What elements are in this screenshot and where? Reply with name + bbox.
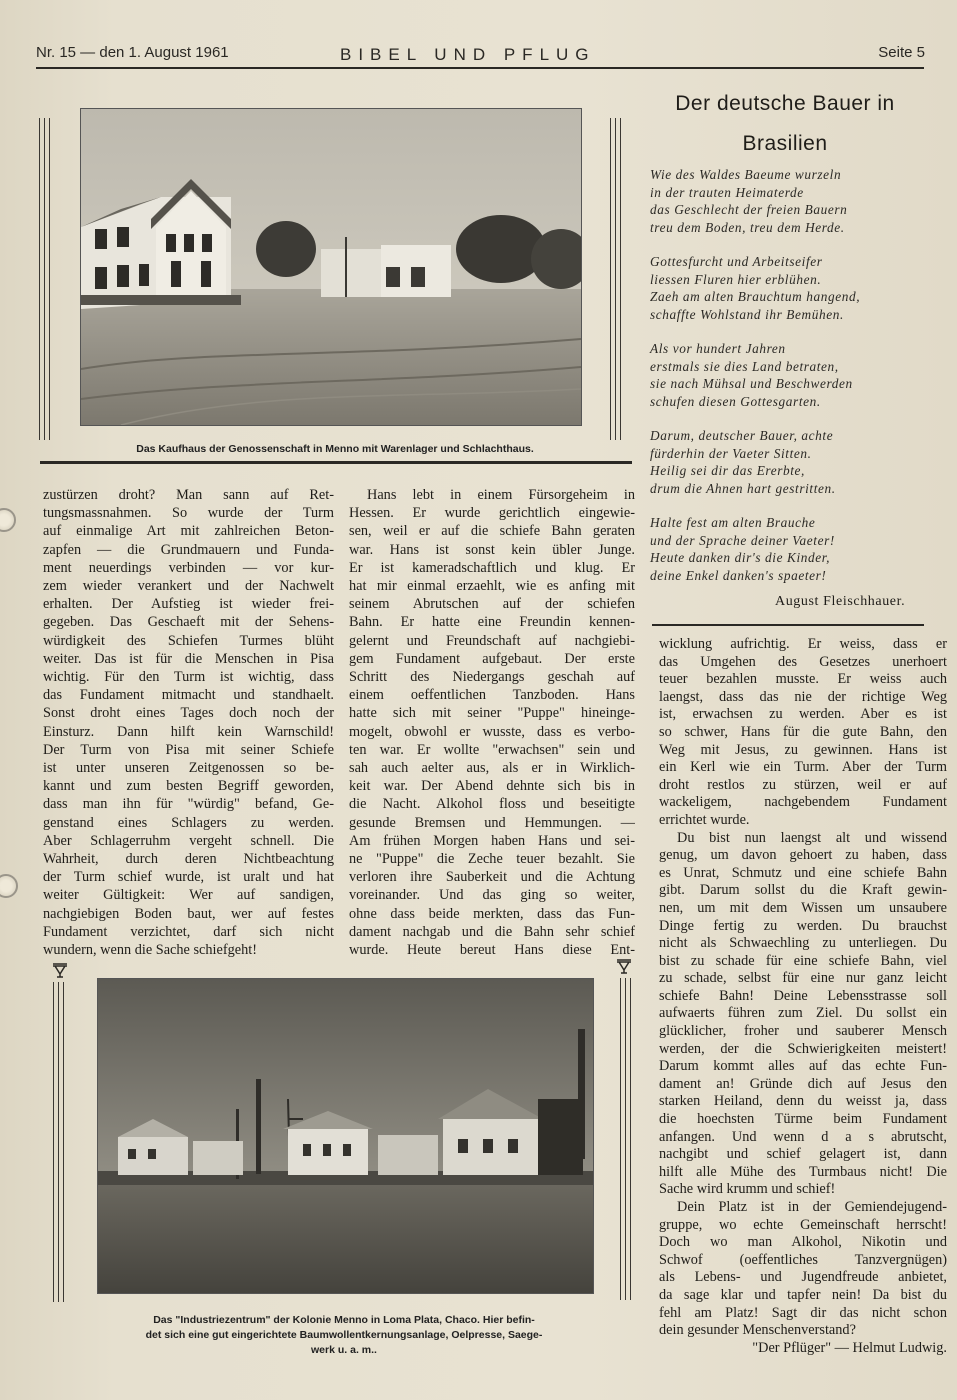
poem-rule (652, 624, 924, 626)
text-line: das Umgehen des Gesetzes unerhoert (659, 653, 947, 670)
poem-line: Als vor hundert Jahren (650, 341, 786, 356)
text-line: Weg mit Jesus, zu gewinnen. Hans ist (659, 741, 947, 758)
text-line: einem oeffentlichen Tanzboden. Hans (349, 687, 635, 704)
text-line: Der Turm von Pisa mit seiner Schiefe (43, 741, 334, 758)
text-line: wundern, wenn die Sache schiefgeht! (43, 942, 257, 959)
text-line: droht restlos zu stürzen, weil er auf (659, 776, 947, 793)
poem-line: treu dem Boden, treu dem Herde. (650, 219, 845, 235)
text-line: zu schade, selbst für eine nur ganz leicht (659, 970, 947, 987)
photo-industriezentrum (97, 978, 594, 1294)
text-line: genstand eines Schlagers zu werden. (43, 814, 334, 831)
text-line: Du bist nun laengst alt und wissend (677, 829, 947, 846)
text-line: Er ist kameradschaftlich und klug. Er (349, 559, 635, 576)
frame-line (610, 118, 611, 440)
text-line: Aber Schlagerruhm vergeht schnell. Die (43, 832, 334, 849)
text-line: erhalten. Der Aufstieg ist wieder frei- (43, 596, 334, 613)
text-line: Darum kommt alles auf das echte Fun- (659, 1058, 947, 1075)
text-line: ne "Puppe" die Zeche teuer bezahlt. Sie (349, 851, 635, 868)
text-line: Am frühen Morgen haben Hans und sei- (349, 832, 635, 849)
text-line: Sache wird krumm und schief! (659, 1181, 836, 1198)
text-line: laengst, dass das nie der richtige Weg (659, 688, 947, 705)
poem-line: sie nach Mühsal und Beschwerden (650, 376, 853, 391)
text-line: nen, um mit dem Wissen um unsaubere (659, 899, 947, 916)
text-line: Schritt des Niedergangs geschah auf (349, 669, 635, 686)
ornament-icon (616, 958, 632, 974)
caption-line: Das "Industriezentrum" der Kolonie Menno in Loma Plata, Chaco. Hier befin- (153, 1314, 535, 1326)
poem-stanza (650, 514, 920, 584)
text-line: gegeben. Das Geschaeft mit der Sehens- (43, 614, 334, 631)
text-line: auf einmalige Art mit zahlreichen Beton- (43, 523, 334, 540)
poem-line: fürderhin der Vaeter Sitten. (650, 445, 812, 461)
frame-line (39, 118, 40, 440)
page-number: Seite 5 (878, 44, 925, 61)
binder-hole (0, 508, 16, 532)
text-line: so schwer, Hans für die gute Bahn, den (659, 723, 947, 740)
text-line: würdigkeit des Schiefen Turmes blüht (43, 632, 334, 649)
column-2 (349, 486, 635, 959)
poem-line: drum die Ahnen hart gestritten. (650, 480, 836, 496)
text-line: weiter Gültigkeit: Wer auf sandigen, (43, 887, 334, 904)
text-line: mogelt, obwohl er wusste, dass es verbo- (349, 723, 635, 740)
text-line: Doch wo man Alkohol, Nikotin und (659, 1234, 947, 1251)
text-line: dament nachgab und die Bahn sehr schief (349, 923, 635, 940)
frame-line (630, 978, 631, 1300)
text-line: dament an! Gründe dich auf Jesus den (659, 1075, 947, 1092)
text-line: Hessen. Er wurde gerichtlich eingewie- (349, 505, 635, 522)
poem-line: Darum, deutscher Bauer, achte (650, 428, 834, 443)
poem-line: und der Sprache deiner Vaeter! (650, 532, 835, 548)
issue-date: Nr. 15 — den 1. August 1961 (36, 44, 229, 61)
text-line: dein gesunder Menschenverstand? (659, 1322, 856, 1339)
text-line: seinem Abrutschen auf der schiefen (349, 596, 635, 613)
text-line: nicht als Schwaechling zu unterliegen. Du (659, 935, 947, 952)
poem-stanza (650, 340, 920, 410)
text-line: wurde. Heute bereut Hans diese Ent- (349, 942, 635, 959)
text-line: hatte sich mit seiner "Puppe" hineinge- (349, 705, 635, 722)
frame-line (49, 118, 50, 440)
text-line: hat mir einmal erzaehlt, wie es anfing mit (349, 578, 635, 595)
text-line: glücklicher, froher und sauberer Mensch (659, 1023, 947, 1040)
text-line: "Der Pflüger" — Helmut Ludwig. (752, 1339, 947, 1356)
frame-line (63, 982, 64, 1302)
text-line: Sonst droht eines Tages doch noch der (43, 705, 334, 722)
text-line: gelernt und Freundschaft auf nachgiebi- (349, 632, 635, 649)
column-1 (43, 486, 334, 959)
poem-line: in der trauten Heimaterde (650, 184, 804, 200)
text-line: Fundament verzichtet, darf sich nicht (43, 923, 334, 940)
text-line: die Nacht. Alkohol floss und beseitigte (349, 796, 635, 813)
poem-title-line-2: Brasilien (742, 132, 828, 155)
poem-line: das Geschlecht der freien Bauern (650, 202, 848, 217)
frame-line (615, 118, 616, 440)
text-line: ment neuerdings verbinden — vor kur- (43, 559, 334, 576)
poem-title-line-1: Der deutsche Bauer in (675, 92, 895, 115)
text-line: ist unter unseren Zeitgenossen so be- (43, 760, 334, 777)
binder-hole (0, 874, 18, 898)
text-line: zapfen — die Grundmauern und Funda- (43, 541, 334, 558)
header-rule (36, 67, 924, 69)
poem-line: Heilig sei dir das Ererbte, (650, 463, 805, 478)
poem-line: Wie des Waldes Baeume wurzeln (650, 167, 842, 182)
text-line: gibt. Darum sollst du die Kraft gewin- (659, 882, 947, 899)
text-line: ist, erwachsen zu werden. Aber es ist (659, 706, 947, 723)
photo-kaufhaus (80, 108, 582, 426)
frame-line (620, 978, 621, 1300)
text-line: der Turm schief wurde, ist uralt und hat (43, 869, 334, 886)
poem-line: Heute danken dir's die Kinder, (650, 550, 831, 565)
text-line: voreinander. Und das ging so weiter, (349, 887, 635, 904)
text-line: genug, um davon gehoert zu haben, dass (659, 847, 947, 864)
poem-line: Gottesfurcht und Arbeitseifer (650, 254, 823, 269)
text-line: aufwaerts führen zum Ziel. Du sollst ein (659, 1005, 947, 1022)
text-line: bist zu schade für eine schiefe Bahn, viel (659, 952, 947, 969)
text-line: war. Hans ist sonst kein übler Junge. (349, 541, 635, 558)
poem-line: schufen diesen Gottesgarten. (650, 393, 821, 409)
text-line: Dinge fertig zu werden. Du brauchst (659, 917, 947, 934)
column-3 (659, 636, 947, 1357)
text-line: zustürzen droht? Man sann auf Ret- (43, 487, 334, 503)
text-line: als Lebens- und Jugendfreude anbietet, (659, 1269, 947, 1286)
caption-line: werk u. a. m.. (311, 1344, 377, 1356)
text-line: Einsturz. Dann hilft kein Warnschild! (43, 723, 334, 740)
text-line: Wahrheit, durch deren Nichtbeachtung (43, 851, 334, 868)
masthead: BIBEL UND PFLUG (340, 45, 596, 64)
section-rule (40, 461, 632, 464)
text-line: sen, weil er auf die schiefe Bahn geraten (349, 523, 635, 540)
text-line: gruppe, wo echte Gemeinschaft herrscht! (659, 1216, 947, 1233)
text-line: tungsmassnahmen. So wurde der Turm (43, 505, 334, 522)
ornament-icon (52, 962, 68, 978)
text-line: werden, der die Schwierigkeiten meistert! (659, 1040, 947, 1057)
text-line: da sage klar und tapfer nein! Da bist du (659, 1286, 947, 1303)
text-line: wichtig. Für den Turm ist wichtig, dass (43, 669, 334, 686)
text-line: starken Heiland, denn du weisst ja, dass (659, 1093, 947, 1110)
text-line: nachgiebigen Boden baut, wer auf festes (43, 905, 334, 922)
frame-line (53, 982, 54, 1302)
poem-line: Halte fest am alten Brauche (650, 515, 816, 530)
poem-line: liessen Fluren hier erblühen. (650, 271, 822, 287)
text-line: Bahn. Er hatte eine Freundin kennen- (349, 614, 635, 631)
text-line: wackeligem, nachgebendem Fundament (659, 794, 947, 811)
frame-line (44, 118, 45, 440)
poem-stanza (650, 427, 920, 497)
text-line: nachgibt und schief gelagert ist, dann (659, 1146, 947, 1163)
poem-line: erstmals sie dies Land betraten, (650, 358, 839, 374)
bottom-photo-caption (104, 1313, 584, 1358)
text-line: weiter. Das ist für die Menschen in Pisa (43, 650, 334, 667)
text-line: Dein Platz ist in der Gemiendejugend- (677, 1199, 947, 1215)
poem-line: deine Enkel danken's spaeter! (650, 567, 827, 583)
top-photo-caption: Das Kaufhaus der Genossenschaft in Menno mit Warenlager und Schlachthaus. (136, 443, 534, 455)
text-line: ohne dass beide merkten, dass das Fun- (349, 905, 635, 922)
text-line: ten war. Er wollte "erwachsen" sein und (349, 741, 635, 758)
frame-line (625, 978, 626, 1300)
text-line: kannt und zum besten Begriff geworden, (43, 778, 334, 795)
text-line: hilft alle Mühe des Turmbaus nicht! Die (659, 1163, 947, 1180)
poem-stanza (650, 166, 920, 236)
text-line: gem Fundament aufgebaut. Der erste (349, 650, 635, 667)
poem-line: schaffte Wohlstand ihr Bemühen. (650, 306, 844, 322)
text-line: schiefe Bahn! Deine Lebensstrasse soll (659, 987, 947, 1004)
text-line: gesunde Bremsen und Hemmungen. — (349, 814, 635, 831)
text-line: Schwof (oeffentliches Tanzvergnügen) (659, 1251, 947, 1268)
poem-line: Zaeh am alten Brauchtum hangend, (650, 289, 861, 304)
frame-line (58, 982, 59, 1302)
text-line: dass man ihn für "würdig" befand, Ge- (43, 796, 334, 813)
caption-line: det sich eine gut eingerichtete Baumwollentkernungsanlage, Oelpresse, Saege- (145, 1329, 543, 1341)
text-line: das Fundament mitmacht und standhaelt. (43, 687, 334, 704)
text-line: keit war. Der Abend dehnte sich bis in (349, 778, 635, 795)
text-line: anfangen. Und wenn d a s abrutscht, (659, 1128, 947, 1145)
text-line: Hans lebt in einem Fürsorgeheim in (367, 487, 635, 503)
text-line: ein Kerl wie ein Turm. Aber der Turm (659, 759, 947, 776)
text-line: errichtet wurde. (659, 811, 750, 828)
text-line: fehl am Platz! Sagt dir das nicht schon (659, 1304, 947, 1321)
text-line: sah auch aelter aus, als er in Wirklich- (349, 760, 635, 777)
poem-body (650, 166, 920, 601)
poem-author: August Fleischhauer. (775, 594, 906, 609)
text-line: zem wieder verankert und der Nachwelt (43, 578, 334, 595)
poem-stanza (650, 253, 920, 323)
text-line: wicklung aufrichtig. Er weiss, dass er (659, 636, 947, 652)
text-line: teuer bezahlen musste. Er weiss auch (659, 671, 947, 688)
frame-line (620, 118, 621, 440)
text-line: die hoechsten Türme beim Fundament (659, 1111, 947, 1128)
text-line: verloren ihre Sauberkeit und die Achtung (349, 869, 635, 886)
text-line: es Unrat, Schmutz und eine schiefe Bahn (659, 864, 947, 881)
